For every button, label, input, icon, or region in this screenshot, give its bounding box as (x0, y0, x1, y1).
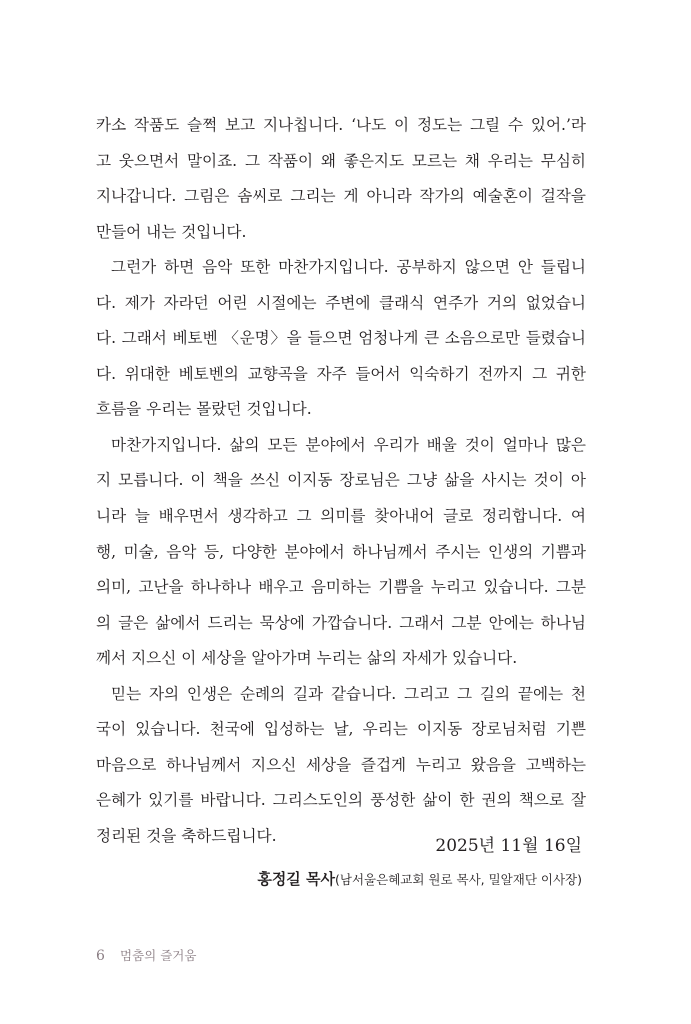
body-text (96, 108, 586, 854)
text-line: 의미, 고난을 하나하나 배우고 음미하는 기쁨을 누리고 있습니다. 그분 (96, 578, 586, 597)
text-line: 지나갑니다. 그림은 솜씨로 그리는 게 아니라 작가의 예술혼이 걸작을 (96, 187, 586, 206)
text-line: 다. 위대한 베토벤의 교향곡을 자주 들어서 익숙하기 전까지 그 귀한 (96, 364, 586, 383)
text-line: 믿는 자의 인생은 순례의 길과 같습니다. 그리고 그 길의 끝에는 천 (111, 684, 586, 703)
text-line: 마찬가지입니다. 삶의 모든 분야에서 우리가 배울 것이 얼마나 많은 (111, 435, 586, 454)
page-footer (96, 944, 196, 967)
text-line: 만들어 내는 것입니다. (96, 222, 247, 241)
text-line: 정리된 것을 축하드립니다. (96, 826, 277, 845)
text-line: 그런가 하면 음악 또한 마찬가지입니다. 공부하지 않으면 안 들립니 (111, 258, 586, 277)
text-line: 마음으로 하나님께서 지으신 세상을 즐겁게 누리고 왔음을 고백하는 (96, 755, 586, 774)
text-line: 행, 미술, 음악 등, 다양한 분야에서 하나님께서 주시는 인생의 기쁨과 (96, 542, 586, 561)
text-line: 다. 그래서 베토벤 〈운명〉을 들으면 엄청나게 큰 소음으로만 들렸습니 (96, 329, 586, 348)
text-line: 은혜가 있기를 바랍니다. 그리스도인의 풍성한 삶이 한 권의 책으로 잘 (96, 791, 586, 810)
text-line: 국이 있습니다. 천국에 입성하는 날, 우리는 이지동 장로님처럼 기쁜 (96, 720, 586, 739)
signature (257, 867, 582, 892)
closing-date: 2025년 11월 16일 (435, 836, 582, 856)
page-number: 6 (96, 948, 105, 964)
text-line: 의 글은 삶에서 드리는 묵상에 가깝습니다. 그래서 그분 안에는 하나님 (96, 613, 586, 632)
text-line: 니라 늘 배우면서 생각하고 그 의미를 찾아내어 글로 정리합니다. 여 (96, 507, 586, 526)
text-line: 께서 지으신 이 세상을 알아가며 누리는 삶의 자세가 있습니다. (96, 649, 518, 668)
text-line: 카소 작품도 슬쩍 보고 지나칩니다. ‘나도 이 정도는 그릴 수 있어.’라 (96, 116, 586, 134)
signer-role: (남서울은혜교회 원로 목사, 밀알재단 이사장) (335, 872, 582, 887)
text-line: 다. 제가 자라던 어린 시절에는 주변에 클래식 연주가 거의 없었습니 (96, 293, 586, 312)
text-line: 지 모릅니다. 이 책을 쓰신 이지동 장로님은 그냥 삶을 사시는 것이 아 (96, 471, 586, 490)
text-line: 흐름을 우리는 몰랐던 것입니다. (96, 400, 312, 419)
signer-name: 홍정길 목사 (257, 870, 336, 888)
text-line: 고 웃으면서 말이죠. 그 작품이 왜 좋은지도 모르는 채 우리는 무심히 (96, 151, 586, 170)
running-title: 멈춤의 즐거움 (120, 948, 197, 963)
